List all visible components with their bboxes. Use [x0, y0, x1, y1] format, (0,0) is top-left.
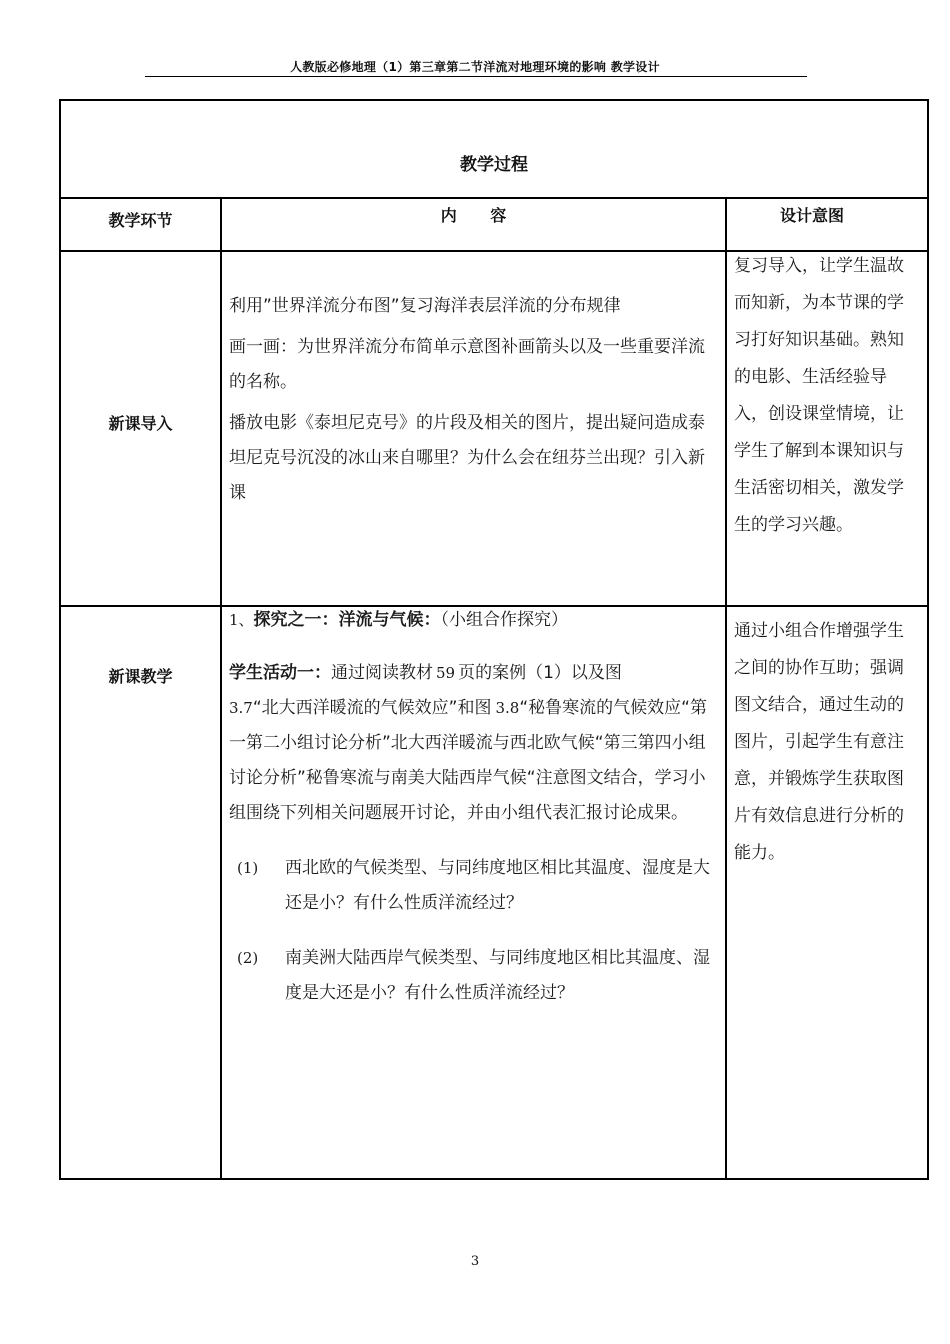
column-header-content: 内 容 [440, 206, 507, 225]
stage-label-intro: 新课导入 [108, 414, 173, 433]
intent-cell-teaching: 通过小组合作增强学生之间的协作互助；强调图文结合，通过生动的图片，引起学生有意注意，并锻炼学生获取图片有效信息进行分析的能力。 [734, 621, 904, 863]
inquiry-number: 1、 [229, 611, 254, 629]
activity-text: 通过阅读教材 [331, 663, 433, 683]
activity-label: 学生活动一： [229, 663, 331, 683]
figure-number: 3.7 [229, 699, 253, 717]
inquiry-heading [229, 603, 715, 638]
intent-cell-intro: 复习导入，让学生温故而知新，为本节课的学习打好知识基础。熟知的电影、生活经验导入，创设课堂情境，让学生了解到本课知识与生活密切相关，激发学生的学习兴趣。 [734, 256, 904, 535]
page-number: 3 [470, 1254, 480, 1269]
table-border-left [59, 99, 61, 1180]
question-text: 南美洲大陆西岸气候类型、与同纬度地区相比其温度、湿度是大还是小？有什么性质洋流经过？ [285, 948, 710, 1003]
student-activity [229, 656, 715, 831]
content-paragraph: 画一画：为世界洋流分布简单示意图补画箭头以及一些重要洋流的名称。 [229, 337, 705, 392]
column-header-intent: 设计意图 [779, 206, 844, 225]
table-border-right [927, 99, 929, 1180]
question-item [229, 941, 715, 1011]
table-border-bottom [59, 1178, 929, 1180]
table-title: 教学过程 [460, 155, 528, 175]
running-head: 人教版必修地理（1）第三章第二节洋流对地理环境的影响 教学设计 [290, 60, 660, 74]
running-head-rule [145, 76, 807, 77]
table-col-divider-2 [725, 197, 727, 1179]
question-number: (1) [237, 859, 259, 877]
stage-label-teaching: 新课教学 [108, 667, 173, 686]
activity-text: “秘鲁寒流的气候效应“第一第二小组讨论分析”北大西洋暖流与西北欧气候“第三第四小组讨论分析”秘鲁寒流与南美大陆西岸气候“注意图文结合，学习小组围绕下列相关问题展开讨论，并由小组代表汇报讨论成果。 [229, 698, 707, 823]
question-item [229, 851, 715, 921]
inquiry-mode: （小组合作探究） [440, 610, 569, 630]
question-number: (2) [237, 949, 259, 967]
table-col-divider-1 [220, 197, 222, 1179]
figure-number: 3.8 [495, 699, 520, 717]
activity-text: “北大西洋暖流的气候效应”和图 [252, 698, 492, 718]
column-header-stage: 教学环节 [108, 211, 173, 230]
activity-text: 页的案例（1）以及图 [458, 663, 622, 683]
content-cell-teaching [229, 603, 715, 1173]
content-paragraph: 利用”世界洋流分布图”复习海洋表层洋流的分布规律 [229, 296, 621, 316]
content-paragraph: 播放电影《泰坦尼克号》的片段及相关的图片，提出疑问造成泰坦尼克号沉没的冰山来自哪里？为什么会在纽芬兰出现？引入新课 [229, 413, 705, 503]
content-cell-intro [229, 289, 713, 599]
textbook-page: 59 [436, 664, 456, 682]
question-text: 西北欧的气候类型、与同纬度地区相比其温度、湿度是大还是小？有什么性质洋流经过？ [285, 858, 710, 913]
inquiry-title: 探究之一：洋流与气候： [253, 610, 441, 630]
